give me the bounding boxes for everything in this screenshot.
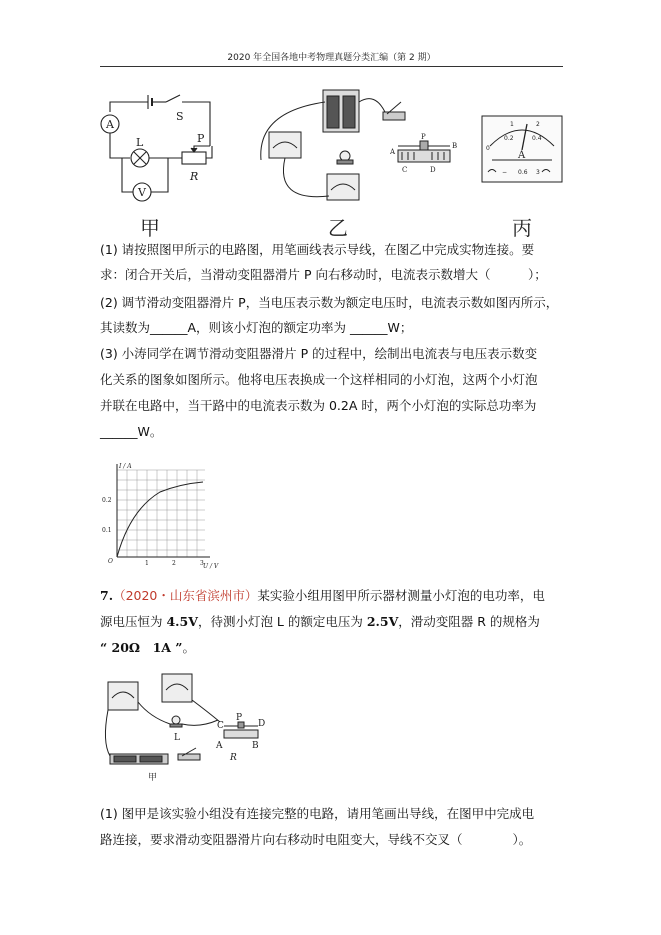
graph-ylabel: I / A xyxy=(119,463,132,470)
rheostat-c-label: C xyxy=(402,166,408,174)
q6-part1-line1: (1) 请按照图甲所示的电路图，用笔画线表示导线，在图乙中完成实物连接。要 xyxy=(100,242,535,257)
dial-terminal-3: 3 xyxy=(536,169,540,176)
q7-part1-line1: (1) 图甲是该实验小组没有连接完整的电路，请用笔画出导线，在图甲中完成电 xyxy=(100,806,535,821)
ammeter-dial-bing xyxy=(480,112,565,187)
figure-label-yi: 乙 xyxy=(328,216,348,240)
q7-apparatus-jia xyxy=(100,672,270,787)
rheostat-device xyxy=(390,132,460,177)
rheostat-b-label: B xyxy=(452,142,458,150)
dial-scale-bottom-1: 0.2 xyxy=(504,135,514,142)
q7-line2-c: ，滑动变阻器 R 的规格为 xyxy=(398,614,540,629)
dial-scale-top-1: 1 xyxy=(510,121,514,128)
q7-r-label: R xyxy=(230,753,237,763)
q7-rated-voltage: 2.5V xyxy=(366,614,399,629)
q7-fig-label-jia: 甲 xyxy=(148,773,158,783)
switch-label: S xyxy=(176,110,184,123)
graph-origin: O xyxy=(108,558,113,565)
q6-part2-line2: 其读数为______A，则该小灯泡的额定功率为 ______W； xyxy=(100,320,413,335)
voltmeter-symbol: V xyxy=(138,186,146,199)
q7-line1-text: 某实验小组用图甲所示器材测量小灯泡的电功率，电 xyxy=(257,588,545,603)
q7-line1 xyxy=(100,588,545,604)
graph-xtick-2: 2 xyxy=(172,560,176,567)
figure-label-jia: 甲 xyxy=(140,216,160,240)
q7-spec: “ 20Ω 1A ” xyxy=(100,640,183,655)
q7-voltage: 4.5V xyxy=(166,614,198,629)
q7-b-label: B xyxy=(252,741,259,751)
ammeter-symbol: A xyxy=(106,118,114,131)
q7-line2-a: 源电压恒为 xyxy=(100,614,167,629)
rheostat-p-label: P xyxy=(421,133,426,141)
graph-xtick-1: 1 xyxy=(145,560,149,567)
lamp-label: L xyxy=(136,136,144,149)
graph-ytick-1: 0.1 xyxy=(102,527,112,534)
slider-label: P xyxy=(197,132,205,145)
q7-line3 xyxy=(100,640,195,656)
q6-part3-line4: ______W。 xyxy=(100,424,163,439)
q7-l-label: L xyxy=(174,733,180,743)
iu-graph xyxy=(100,460,220,575)
q6-part3-line2: 化关系的图象如图所示。他将电压表换成一个这样相同的小灯泡，这两个小灯泡 xyxy=(100,372,538,387)
q7-d-label: D xyxy=(258,719,266,729)
graph-ytick-2: 0.2 xyxy=(102,497,112,504)
q7-a-label: A xyxy=(216,741,223,751)
q7-p-label: P xyxy=(236,713,243,723)
rheostat-a-label: A xyxy=(390,148,396,156)
dial-terminal-06: 0.6 xyxy=(518,169,528,176)
rheostat-label: R xyxy=(190,170,199,183)
q7-c-label: C xyxy=(217,721,224,731)
q7-line2 xyxy=(100,614,540,630)
q7-line2-b: ，待测小灯泡 L 的额定电压为 xyxy=(197,614,367,629)
page-header: 2020 年全国各地中考物理真题分类汇编（第 2 期） xyxy=(100,50,563,67)
dial-symbol: A xyxy=(518,150,526,161)
q6-part2-line1: (2) 调节滑动变阻器滑片 P，当电压表示数为额定电压时，电流表示数如图丙所示， xyxy=(100,295,559,310)
q7-part1-line2: 路连接，要求滑动变阻器滑片向右移动时电阻变大，导线不交叉（ ）。 xyxy=(100,832,532,847)
q6-part1-line2: 求：闭合开关后，当滑动变阻器滑片 P 向右移动时，电流表示数增大（ ）； xyxy=(100,267,547,282)
q7-spec-end: 。 xyxy=(182,640,196,655)
rheostat-d-label: D xyxy=(430,166,436,174)
figure-label-bing: 丙 xyxy=(512,216,532,240)
graph-xtick-3: 3 xyxy=(200,560,204,567)
graph-xlabel: U / V xyxy=(203,563,219,570)
q7-source: （2020・山东省滨州市） xyxy=(113,588,258,603)
q7-number: 7. xyxy=(100,588,114,603)
dial-scale-top-2: 2 xyxy=(536,121,540,128)
dial-terminal-minus: − xyxy=(502,169,508,176)
circuit-diagram-jia xyxy=(100,90,220,205)
dial-zero: 0 xyxy=(486,145,490,152)
q6-part3-line3: 并联在电路中，当干路中的电流表示数为 0.2A 时，两个小灯泡的实际总功率为 xyxy=(100,398,537,413)
q6-part3-line1: (3) 小涛同学在调节滑动变阻器滑片 P 的过程中，绘制出电流表与电压表示数变 xyxy=(100,346,538,361)
dial-scale-bottom-2: 0.4 xyxy=(532,135,542,142)
